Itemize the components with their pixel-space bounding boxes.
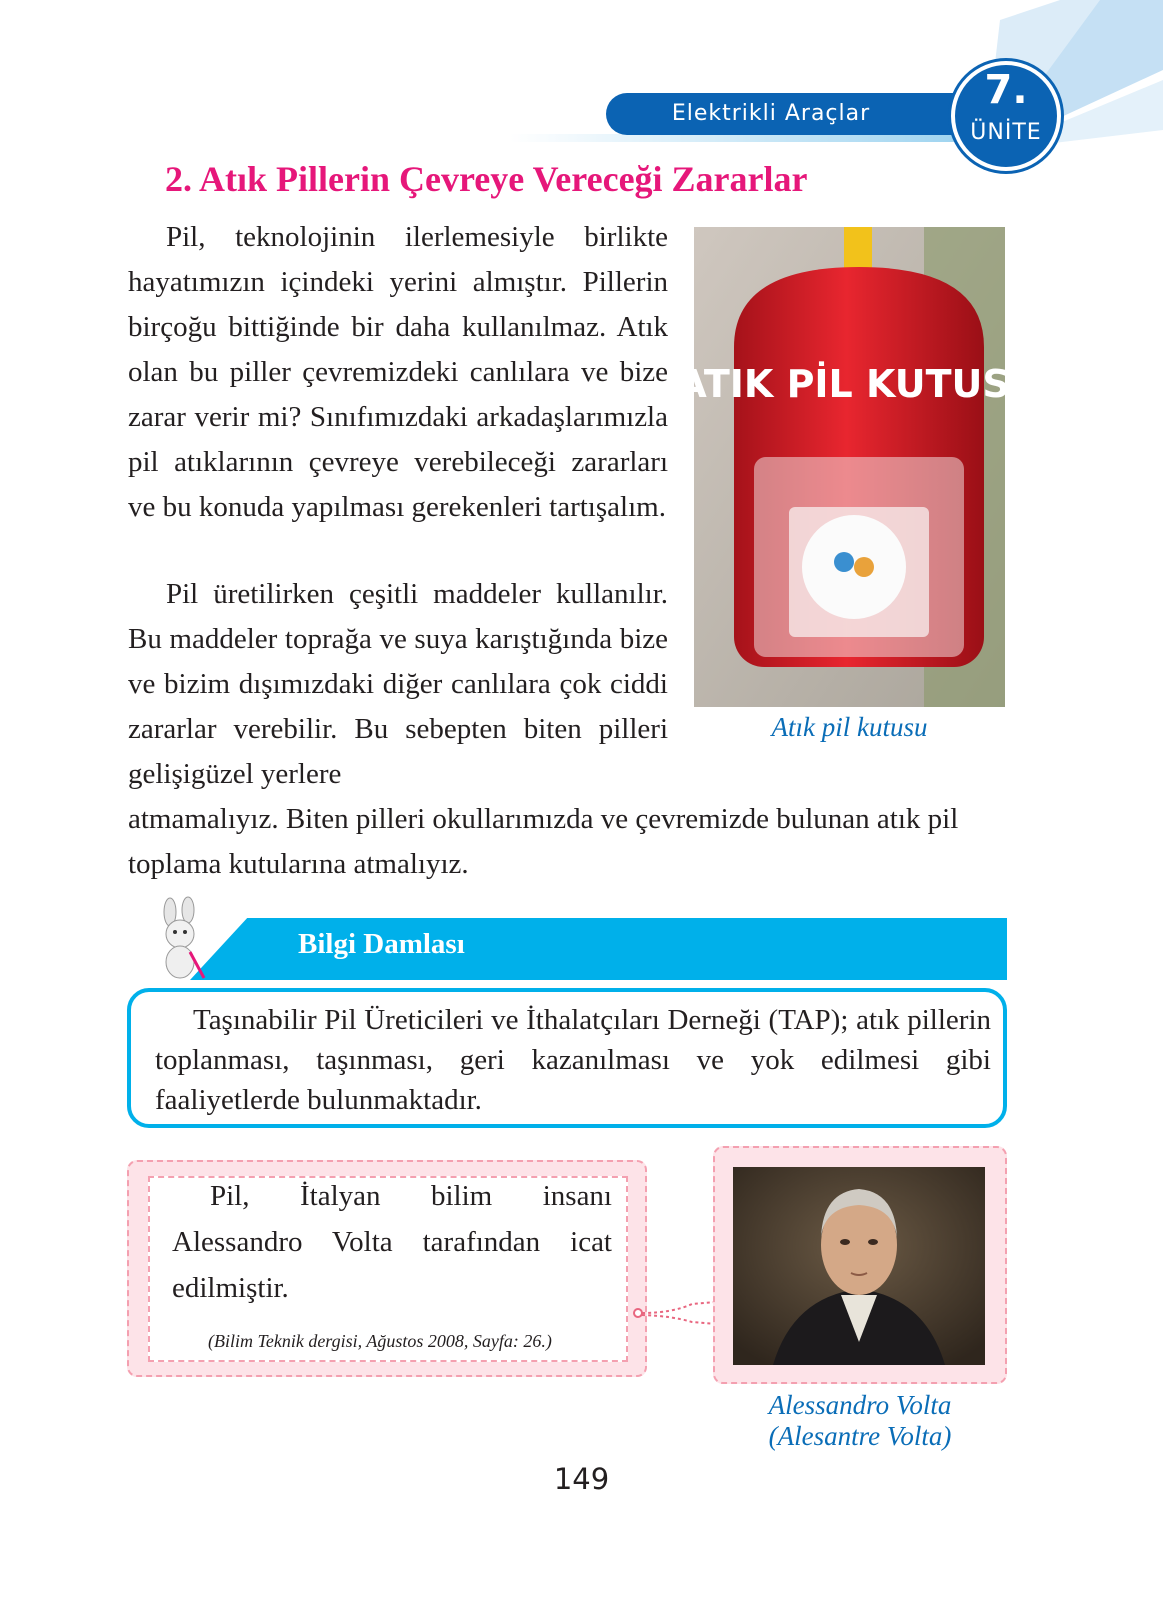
volta-portrait	[733, 1167, 985, 1365]
sign-text: ATIK PİL KUTUSU	[677, 362, 1041, 406]
section-title: 2. Atık Pillerin Çevreye Vereceği Zararlar	[165, 159, 808, 199]
info-title: Bilgi Damlası	[298, 928, 465, 960]
paragraph-1: Pil, teknolojinin ilerlemesiyle birlikte hayatımızın içindeki yerini almıştır. Pillerin birçoğu bittiğinde bir daha kullanılmaz. Atık olan bu piller çevremizdeki canlılara ve bize zarar verir mi? Sınıfımızdaki arkadaşlarımızla pil atıklarının çevreye verebileceği zararları ve bu konuda yapılması gerekenleri tartışalım.	[128, 221, 668, 523]
paragraph-2-part-1: Pil üretilirken çeşitli maddeler kullanılır. Bu maddeler toprağa ve suya karıştığında bize ve bizim dışımızdaki diğer canlılara çok ciddi zararlar verebilir. Bu sebepten biten pilleri gelişigüzel yerlere	[128, 578, 668, 790]
unit-word: ÜNİTE	[970, 120, 1042, 145]
rabbit-mascot-icon	[150, 898, 212, 982]
quote-source: (Bilim Teknik dergisi, Ağustos 2008, Sayfa: 26.)	[208, 1331, 552, 1351]
connector-line	[632, 1298, 718, 1328]
quote-text: Pil, İtalyan bilim insanı Alessandro Volta tarafından icat edilmiştir.	[172, 1180, 612, 1304]
portrait-caption	[705, 1390, 1015, 1452]
header-stripe	[510, 134, 960, 142]
info-text: Taşınabilir Pil Üreticileri ve İthalatçıları Derneği (TAP); atık pillerin toplanması, taşınması, geri kazanılması ve yok edilmesi gibi faaliyetlerde bulunmaktadır.	[155, 1004, 991, 1116]
paragraph-2-part-2: atmamalıyız. Biten pilleri okullarımızda ve çevremizde bulunan atık pil toplama kutularına atmalıyız.	[128, 803, 959, 880]
unit-number: 7.	[984, 67, 1028, 113]
unit-badge	[951, 61, 1061, 171]
battery-box-photo	[677, 227, 1041, 707]
battery-box-illustration	[677, 227, 1041, 707]
portrait-caption-line1: Alessandro Volta	[768, 1390, 952, 1420]
page-number: 149	[553, 1462, 610, 1496]
photo-caption: Atık pil kutusu	[771, 712, 928, 742]
portrait-caption-line2: (Alesantre Volta)	[768, 1421, 952, 1451]
chapter-label: Elektrikli Araçlar	[606, 93, 956, 135]
volta-portrait-illustration	[733, 1167, 985, 1365]
